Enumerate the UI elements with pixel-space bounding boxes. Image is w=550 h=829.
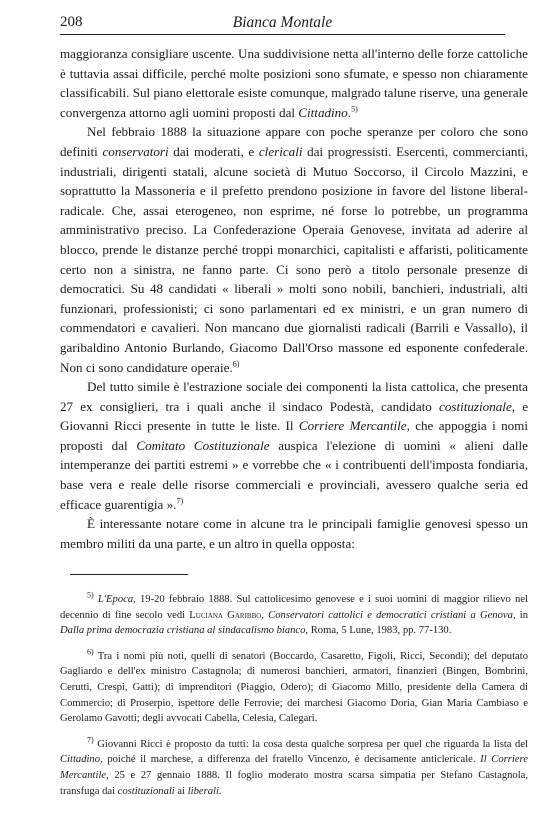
page-number: 208	[60, 14, 83, 30]
text-run: dai moderati, e	[168, 143, 259, 159]
text-run: Nel febbraio 1888 la situazione appare con poche speranze per coloro che sono definiti	[60, 124, 528, 159]
footnote-ref: 7)	[176, 496, 184, 506]
italic-run: liberali	[187, 785, 219, 797]
italic-run: Cittadino	[60, 754, 101, 766]
running-head: Bianca Montale	[232, 14, 333, 31]
text-run: ,	[261, 609, 269, 621]
footnote-ref: 6)	[232, 359, 240, 369]
paragraph-3	[60, 377, 528, 514]
text-run: È interessante notare come in alcune tra le principali famiglie genovesi spesso un membro militi da una parte, e un altro in quella opposta:	[60, 516, 528, 551]
italic-run: Conservatori cattolici e democratici cristiani a Genova	[268, 609, 513, 621]
italic-run: costituzionale	[439, 398, 512, 414]
italic-run: clericali	[258, 143, 303, 159]
italic-run: L'Epoca	[97, 594, 134, 605]
italic-run: Cittadino	[298, 104, 348, 120]
text-run: maggioranza consigliare uscente. Una suddivisione netta all'interno delle forze cattoliche è tuttavia assai difficile, perché molte posizioni sono sfumate, e spesso non chiaramente classificabili. Sul piano elettorale esiste comunque, malgrado talune riserve, una generale convergenza attorno agli uomini proposti dal	[60, 46, 528, 120]
footnote-number: 5)	[87, 590, 94, 600]
footnote-ref: 5)	[351, 104, 358, 114]
text-run: , e Giovanni Ricci presente in tutte le liste. Il	[60, 398, 529, 434]
text-run: , Roma, 5 Lune, 1983, pp. 77-130.	[305, 625, 452, 637]
text-run: , 25 e 27 gennaio 1888. Il foglio moderato mostra scarsa simpatia per Stefano Castagnola, transfuga dai	[60, 769, 528, 797]
footnote-separator	[70, 574, 188, 575]
text-run: , in	[512, 609, 528, 621]
footnote-number: 6)	[87, 647, 94, 657]
paragraph-4	[60, 514, 528, 553]
text-run: auspica l'elezione di uomini « alieni dalle intemperanze dei partiti estremi » e vorrebbe che « i contribuenti dell'imposta fondiaria, base vera e reale delle risorse commerciali e provinciali, avessero qualche seria ed efficace guarentigia ».	[60, 437, 528, 512]
italic-run: Dalla prima democrazia cristiana al sindacalismo bianco	[60, 625, 306, 637]
author-name: Luciana Garibbo	[189, 609, 262, 621]
text-run: , che appoggia i nomi proposti dal	[60, 418, 529, 453]
text-run: , 19-20 febbraio 1888. Sul cattolicesimo genovese e i suoi uomini di maggior rilievo nel decennio di fine secolo vedi	[60, 594, 529, 621]
page-header	[60, 12, 505, 35]
paragraph-1	[60, 44, 528, 122]
text-run: ai	[174, 785, 188, 797]
italic-run: costituzionali	[117, 785, 175, 797]
italic-run: Il Corriere Mercantile	[60, 754, 528, 781]
text-run: Tra i nomi più noti, quelli di senatori (Boccardo, Casaretto, Figoli, Ricci, Secondi); del deputato Gagliardo e dell'ex ministro Castagnola; di numerosi banchieri, armatori, finanzieri (Bingen, Bombrini, Cerutti, Crespi, Gatti); di imprenditori (Piaggio, Odero); di Giacomo Millo, presidente della Camera di Commercio; di Proserpio, ispettore delle Ferrovie; dei marchesi Giacomo Doria, Gian Maria Cambiaso e Gerolamo Gavotti; degli avvocati Cabella, Celesia, Calegari.	[60, 650, 528, 725]
footnote-5	[60, 592, 528, 639]
paragraph-2	[60, 122, 528, 377]
text-run: .	[218, 785, 222, 797]
footnote-7	[60, 737, 528, 799]
body-text	[60, 44, 528, 553]
text-run: Giovanni Ricci è proposto da tutti: la cosa desta qualche sorpresa per quel che riguarda la lista del	[97, 738, 528, 750]
footnote-number: 7)	[87, 735, 94, 745]
text-run: Del tutto simile è l'estrazione sociale dei componenti la lista cattolica, che presenta 27 ex consiglieri, tra i quali anche il sindaco Podestà, candidato	[60, 379, 528, 414]
text-run: .	[347, 104, 352, 120]
footnote-6	[60, 649, 528, 727]
footnotes	[60, 592, 528, 809]
text-run: , poiché il marchese, a differenza del fratello Vincenzo, è decisamente anticlericale.	[100, 754, 481, 766]
italic-run: conservatori	[102, 143, 169, 159]
italic-run: Comitato Costituzionale	[136, 437, 270, 453]
text-run: dai progressisti. Esercenti, commercianti, industriali, dirigenti statali, alcune società di Mutuo Soccorso, il Circolo Mazzini, e soprattutto la Massoneria e il prefetto prendono posizione in favore del listone liberal-radicale. Che, assai eterogeneo, non esprime, né forse lo potrebbe, un programma amministrativo preciso. La Confederazione Operaia Genovese, invitata ad aderire al blocco, prende le distanze perché troppi monarchici, capitalisti e affaristi, politicamente certo non a sinistra, ne fanno parte. Ci sono però a titolo personale presenze di democratici. Su 48 candidati « liberali » molti sono nobili, banchieri, industriali, alti funzionari, professionisti; ci sono parlamentari ed ex ministri, e un gran numero di commendatori e cavalieri. Non mancano due giornalisti radicali (Barrili e Vassallo), il garibaldino Antonio Burlando, Giacomo Dall'Orso massone ed esponente confederale. Non ci sono candidature operaie.	[60, 143, 528, 375]
italic-run: Corriere Mercantile	[298, 418, 407, 434]
